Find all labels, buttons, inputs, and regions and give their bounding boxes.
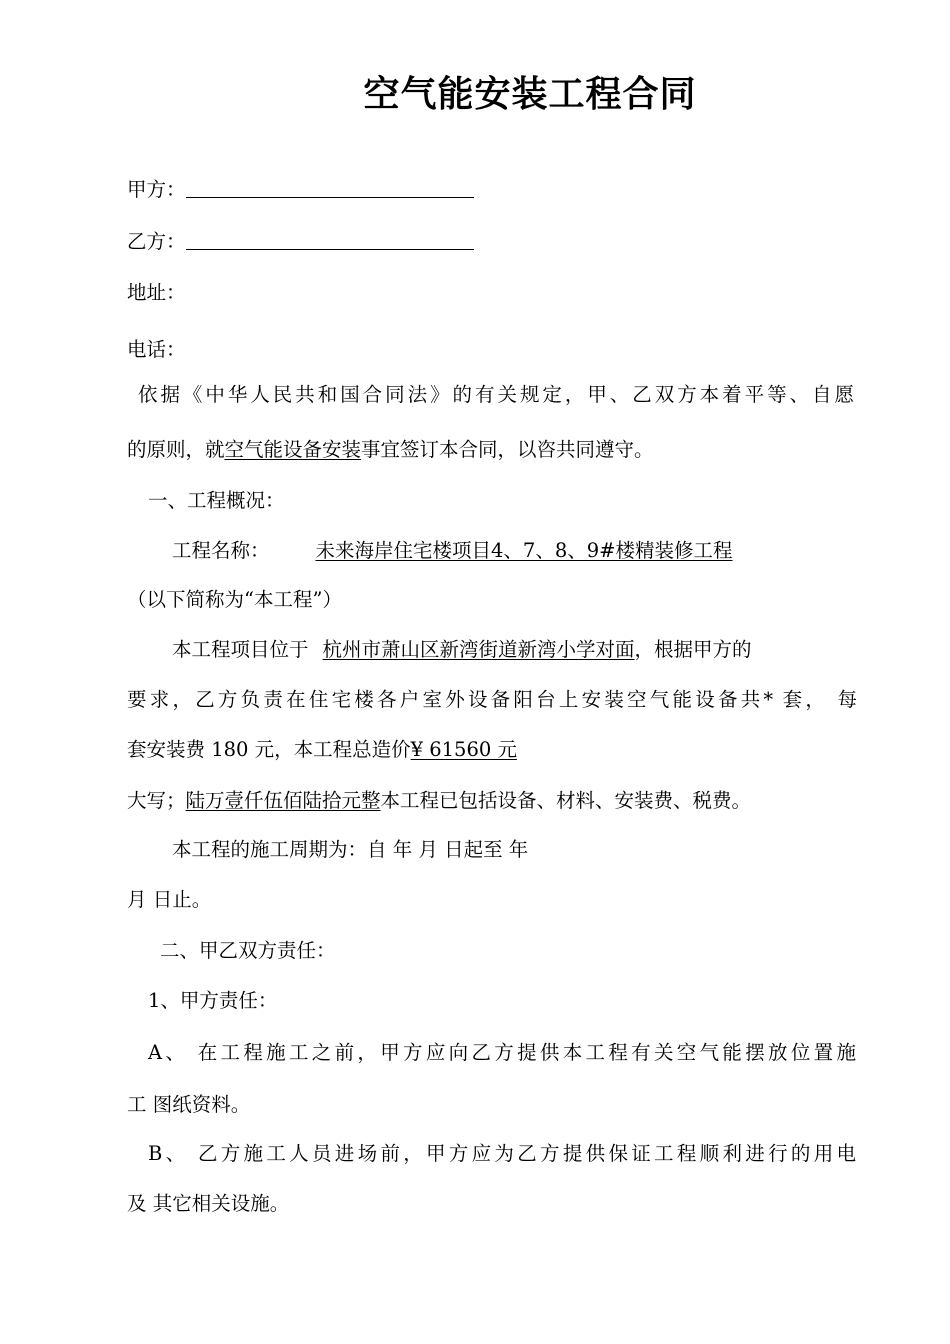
party-b-label: 乙方：	[127, 230, 186, 253]
amount-words-line	[127, 791, 751, 811]
period-line-2: 月 日止。	[127, 888, 212, 911]
item-a-line-1: A、 在工程施工之前，甲方应向乙方提供本工程有关空气能摆放位置施	[148, 1041, 856, 1064]
contract-title: 空气能安装工程合同	[363, 74, 697, 115]
fee-prefix: 套安装费 180 元，本工程总造价	[127, 738, 411, 761]
amount-words-label: 大写；	[127, 789, 186, 812]
item-b-line-1: B、 乙方施工人员进场前，甲方应为乙方提供保证工程顺利进行的用电	[148, 1142, 856, 1165]
project-name-label: 工程名称：	[172, 539, 270, 562]
intro-line-1: 依据《中华人民共和国合同法》的有关规定，甲、乙双方本着平等、自愿	[138, 383, 854, 406]
location-value: 杭州市萧山区新湾街道新湾小学对面	[322, 638, 635, 661]
item-b-line-2: 及 其它相关设施。	[127, 1192, 290, 1215]
location-prefix: 本工程项目位于	[172, 638, 309, 661]
project-alias: （以下简称为“本工程”）	[127, 588, 342, 611]
party-a-label: 甲方：	[127, 178, 186, 201]
intro-subject: 空气能设备安装	[224, 438, 362, 461]
section-1-heading: 一、工程概况：	[148, 489, 285, 512]
party-a-resp-heading: 1、甲方责任：	[148, 989, 278, 1012]
item-a-line-2: 工 图纸资料。	[127, 1093, 251, 1116]
section-2-heading: 二、甲乙双方责任：	[160, 939, 336, 962]
intro-line-2	[127, 440, 654, 460]
amount-words-suffix: 本工程已包括设备、材料、安装费、税费。	[380, 789, 752, 812]
intro-prefix: 的原则，就	[127, 438, 225, 461]
project-name-value: 未来海岸住宅楼项目4、7、8、9#楼精装修工程	[315, 539, 733, 562]
project-name-line	[172, 541, 732, 561]
scope-line: 要求，乙方负责在住宅楼各户室外设备阳台上安装空气能设备共* 套， 每	[127, 688, 857, 711]
total-price: ¥ 61560 元	[410, 738, 517, 761]
intro-suffix: 事宜签订本合同，以咨共同遵守。	[361, 438, 654, 461]
address-label: 地址：	[127, 281, 186, 304]
amount-words-value: 陆万壹仟伍佰陆拾元整	[185, 789, 381, 812]
party-a-blank	[186, 196, 474, 198]
location-line	[172, 640, 752, 660]
party-a-line	[127, 180, 474, 200]
fee-line	[127, 740, 517, 760]
party-b-blank	[186, 248, 474, 250]
period-line-1: 本工程的施工周期为：自 年 月 日起至 年	[172, 838, 529, 861]
phone-label: 电话：	[127, 338, 186, 361]
location-suffix: ，根据甲方的	[634, 638, 752, 661]
party-b-line	[127, 232, 474, 252]
